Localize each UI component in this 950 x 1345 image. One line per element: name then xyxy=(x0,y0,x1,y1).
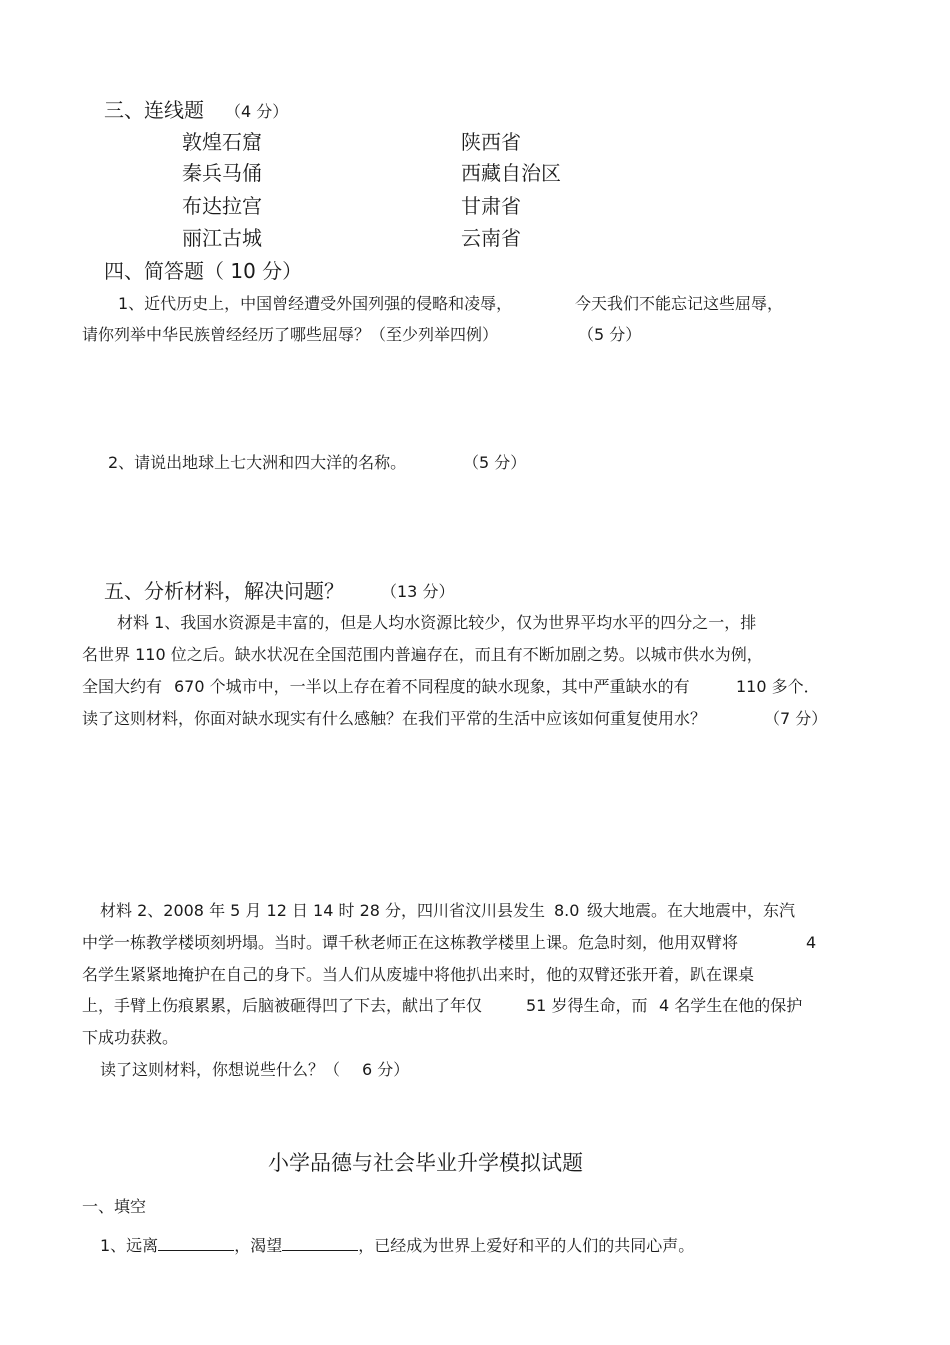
question-text: 请你列举中华民族曾经经历了哪些屈辱？（至少列举四例） xyxy=(82,325,499,344)
material-text: 4 xyxy=(806,933,817,952)
material-text: 材料 1、我国水资源是丰富的，但是人均水资源比较少，仅为世界平均水平的四分之一，排 xyxy=(117,613,757,632)
part-heading: 一、填空 xyxy=(82,1197,147,1216)
fill-question-text: ，已经成为世界上爱好和平的人们的共同心声。 xyxy=(358,1236,695,1255)
question-score: （5 分） xyxy=(463,453,527,472)
material-text: 670 个城市中，一半以上存在着不同程度的缺水现象，其中严重缺水的有 xyxy=(174,677,690,696)
material-text: 材料 2、2008 年 5 月 12 日 14 时 28 分，四川省汶川县发生 xyxy=(100,901,546,920)
question-text: 2、请说出地球上七大洲和四大洋的名称。 xyxy=(108,453,407,472)
material-text: 中学一栋教学楼顷刻坍塌。当时。谭千秋老师正在这栋教学楼里上课。危急时刻，他用双臂将 xyxy=(82,933,739,952)
fill-question-text: ，渴望 xyxy=(234,1236,283,1255)
material-text: 51 岁得生命，而 xyxy=(526,996,648,1015)
material-text: 级大地震。在大地震中，东汽 xyxy=(587,901,796,920)
material-text: 8.0 xyxy=(554,901,580,920)
question-score: 6 分） xyxy=(362,1060,410,1079)
material-text: 下成功获救。 xyxy=(82,1028,179,1047)
material-text: 4 名学生在他的保护 xyxy=(659,996,803,1015)
material-text: 名世界 110 位之后。缺水状况在全国范围内普遍存在，而且有不断加剧之势。以城市供水为例， xyxy=(82,645,763,664)
match-left-item: 布达拉宫 xyxy=(182,194,262,218)
section5-heading: 五、分析材料，解决问题？ xyxy=(104,579,344,603)
match-right-item: 陕西省 xyxy=(461,130,521,154)
section3-heading: 三、连线题 xyxy=(104,98,204,122)
fill-question-text: 1、远离 xyxy=(100,1236,159,1255)
material-text: 名学生紧紧地掩护在自己的身下。当人们从废墟中将他扒出来时，他的双臂还张开着，趴在课桌 xyxy=(82,965,755,984)
material-text: 全国大约有 xyxy=(82,677,163,696)
question-score: （7 分） xyxy=(764,709,828,728)
fill-question xyxy=(100,1236,694,1255)
answer-blank[interactable] xyxy=(158,1236,234,1251)
material-text: 110 多个． xyxy=(736,677,820,696)
section5-score: （13 分） xyxy=(381,582,455,601)
section3-score: （4 分） xyxy=(225,102,289,121)
question-text: 读了这则材料，你面对缺水现实有什么感触？在我们平常的生活中应该如何重复使用水？ xyxy=(82,709,707,728)
page-title: 小学品德与社会毕业升学模拟试题 xyxy=(268,1151,583,1175)
match-left-item: 敦煌石窟 xyxy=(182,130,262,154)
match-left-item: 秦兵马俑 xyxy=(182,161,262,185)
question-text: 今天我们不能忘记这些屈辱， xyxy=(575,294,784,313)
material-text: 上，手臂上伤痕累累，后脑被砸得凹了下去，献出了年仅 xyxy=(82,996,483,1015)
section4-heading: 四、简答题（ 10 分） xyxy=(104,259,303,283)
question-text: 1、近代历史上，中国曾经遭受外国列强的侵略和凌辱， xyxy=(118,294,513,313)
question-text: 读了这则材料，你想说些什么？（ xyxy=(100,1060,341,1079)
match-right-item: 云南省 xyxy=(461,226,521,250)
answer-blank[interactable] xyxy=(282,1236,358,1251)
match-left-item: 丽江古城 xyxy=(182,226,262,250)
question-score: （5 分） xyxy=(578,325,642,344)
match-right-item: 西藏自治区 xyxy=(461,161,561,185)
match-right-item: 甘肃省 xyxy=(461,194,521,218)
